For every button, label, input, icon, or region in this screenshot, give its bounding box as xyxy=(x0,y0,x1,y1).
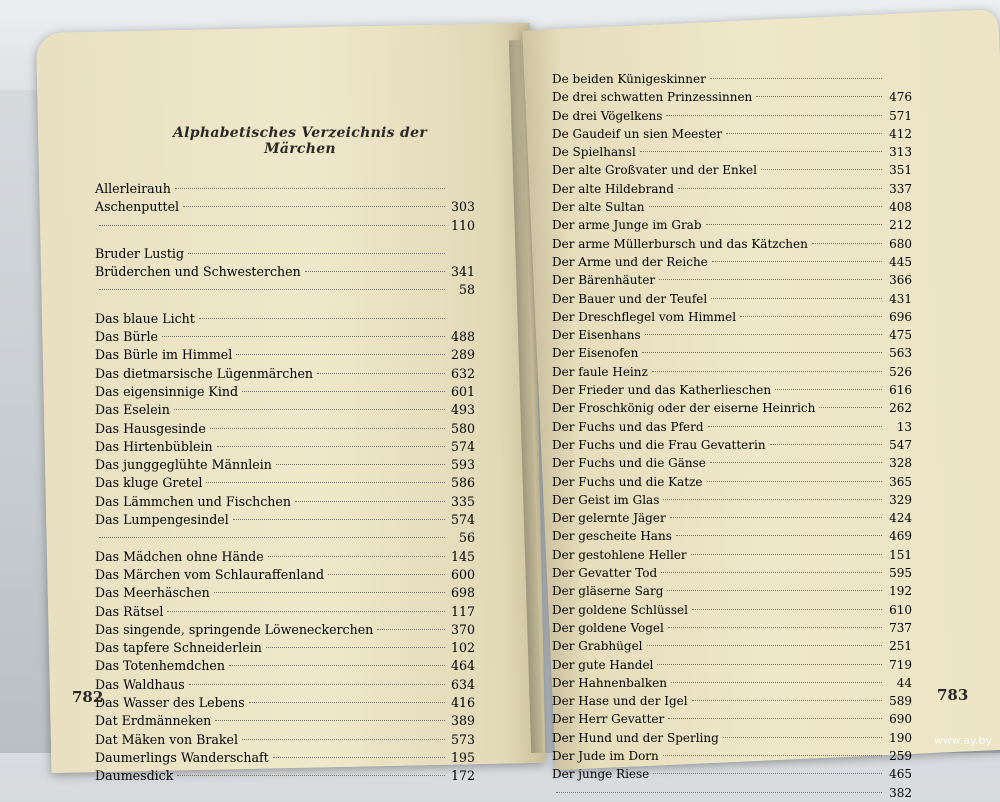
list-item xyxy=(95,245,475,263)
entry-title: Das Lumpengesindel xyxy=(95,512,229,528)
list-item xyxy=(552,198,912,216)
leader-dots xyxy=(692,609,882,610)
entry-page: 698 xyxy=(450,585,475,601)
leader-dots xyxy=(645,334,882,335)
leader-dots xyxy=(663,499,882,500)
entry-page: 289 xyxy=(450,347,475,363)
entry-page: 610 xyxy=(889,602,912,617)
entry-page: 634 xyxy=(450,676,475,692)
entry-page: 251 xyxy=(889,639,912,654)
leader-dots xyxy=(233,519,445,520)
leader-dots xyxy=(167,611,445,612)
entry-page: 601 xyxy=(450,383,475,399)
leader-dots xyxy=(663,755,882,756)
leader-dots xyxy=(812,243,882,244)
list-item xyxy=(552,216,912,234)
leader-dots xyxy=(678,188,882,189)
leader-dots xyxy=(691,554,882,555)
leader-dots xyxy=(723,737,882,738)
entry-title: Das blaue Licht xyxy=(95,310,195,326)
leader-dots xyxy=(175,188,445,189)
list-item xyxy=(95,383,475,401)
list-item xyxy=(552,601,912,619)
leader-dots xyxy=(708,426,882,427)
entry-title: Aschenputtel xyxy=(95,199,180,215)
list-item xyxy=(95,401,475,419)
leader-dots xyxy=(242,391,445,392)
entry-page: 329 xyxy=(889,492,912,507)
leader-dots xyxy=(174,409,445,410)
entry-title: Der Herr Gevatter xyxy=(552,712,665,727)
leader-dots xyxy=(99,225,445,226)
leader-dots xyxy=(266,647,445,648)
leader-dots xyxy=(661,572,882,573)
entry-page: 195 xyxy=(450,749,475,765)
entry-page: 595 xyxy=(889,566,912,581)
entry-title: Der Hund und der Sperling xyxy=(552,730,719,745)
list-item xyxy=(552,399,912,417)
entry-page: 110 xyxy=(450,217,475,233)
list-item xyxy=(95,198,475,216)
list-item xyxy=(95,180,475,198)
entry-title: Der goldene Vogel xyxy=(552,620,664,635)
list-item xyxy=(95,281,475,299)
list-item xyxy=(552,290,912,308)
leader-dots xyxy=(189,684,445,685)
leader-dots xyxy=(295,501,445,502)
entry-title: Das Waldhaus xyxy=(95,676,185,692)
leader-dots xyxy=(276,464,445,465)
entry-title: Das Meerhäschen xyxy=(95,585,210,601)
list-item xyxy=(95,438,475,456)
leader-dots xyxy=(671,682,882,683)
list-item xyxy=(95,676,475,694)
leader-dots xyxy=(653,773,882,774)
entry-page: 13 xyxy=(896,419,912,434)
entry-title: Der alte Großvater und der Enkel xyxy=(552,163,757,178)
leader-dots xyxy=(99,289,445,290)
entry-title: Der Dreschflegel vom Himmel xyxy=(552,309,737,324)
leader-dots xyxy=(377,629,445,630)
leader-dots xyxy=(770,444,882,445)
entry-page: 571 xyxy=(889,108,912,123)
entry-page: 56 xyxy=(458,530,475,546)
entry-title: Der gelernte Jäger xyxy=(552,511,666,526)
leader-dots xyxy=(710,78,882,79)
entry-page: 190 xyxy=(889,730,912,745)
list-item xyxy=(95,584,475,602)
entry-page: 212 xyxy=(889,218,912,233)
entry-page: 632 xyxy=(450,365,475,381)
entry-page: 696 xyxy=(889,309,912,324)
leader-dots xyxy=(666,115,882,116)
entry-page: 431 xyxy=(889,291,912,306)
list-item xyxy=(95,639,475,657)
entry-page: 341 xyxy=(450,264,475,280)
entry-page: 335 xyxy=(450,493,475,509)
entry-page: 574 xyxy=(450,512,475,528)
entry-page: 366 xyxy=(889,273,912,288)
entry-page: 445 xyxy=(889,254,912,269)
list-item xyxy=(552,253,912,271)
entry-page: 465 xyxy=(889,767,912,782)
list-item xyxy=(552,88,912,106)
list-item xyxy=(95,731,475,749)
entry-title: De drei Vögelkens xyxy=(552,108,663,123)
entry-page: 574 xyxy=(450,438,475,454)
list-item xyxy=(552,637,912,655)
leader-dots xyxy=(706,224,882,225)
entry-page: 719 xyxy=(889,657,912,672)
entry-title: Der alte Hildebrand xyxy=(552,181,674,196)
entry-page: 589 xyxy=(889,694,912,709)
right-index-list xyxy=(552,70,912,802)
list-item xyxy=(552,656,912,674)
entry-title: Das Bürle im Himmel xyxy=(95,347,233,363)
entry-title: Das Mädchen ohne Hände xyxy=(95,548,264,564)
entry-title: Der Froschkönig oder der eiserne Heinrich xyxy=(552,401,816,416)
entry-page: 580 xyxy=(450,420,475,436)
list-item xyxy=(552,473,912,491)
entry-page: 151 xyxy=(889,547,912,562)
entry-title: Der Hahnenbalken xyxy=(552,675,667,690)
leader-dots xyxy=(652,371,882,372)
entry-page: 424 xyxy=(889,511,912,526)
entry-title: Der Geist im Glas xyxy=(552,492,660,507)
entry-page: 58 xyxy=(458,282,475,298)
list-item xyxy=(552,235,912,253)
watermark: www.ay.by xyxy=(933,734,992,747)
entry-title: Der Fuchs und die Gänse xyxy=(552,456,706,471)
leader-dots xyxy=(273,757,445,758)
leader-dots xyxy=(707,481,882,482)
right-page-number: 783 xyxy=(937,686,969,704)
list-item xyxy=(552,308,912,326)
leader-dots xyxy=(740,316,882,317)
list-item xyxy=(95,603,475,621)
left-page-number: 782 xyxy=(72,688,104,706)
entry-title: Daumesdick xyxy=(95,768,174,784)
entry-page: 475 xyxy=(889,328,912,343)
entry-title: Der Arme und der Reiche xyxy=(552,254,708,269)
entry-title: Der gescheite Hans xyxy=(552,529,672,544)
leader-dots xyxy=(162,336,445,337)
list-item xyxy=(95,621,475,639)
entry-page: 328 xyxy=(889,456,912,471)
left-index-list xyxy=(95,180,475,786)
entry-title: De Gaudeif un sien Meester xyxy=(552,126,723,141)
list-item xyxy=(552,344,912,362)
list-item xyxy=(552,527,912,545)
entry-title: Der Frieder und das Katherlieschen xyxy=(552,383,772,398)
list-item xyxy=(95,712,475,730)
entry-title: Dat Mäken von Brakel xyxy=(95,731,238,747)
entry-title: Das Hausgesinde xyxy=(95,420,206,436)
leader-dots xyxy=(236,354,445,355)
entry-title: Der arme Junge im Grab xyxy=(552,218,702,233)
entry-page: 469 xyxy=(889,529,912,544)
leader-dots xyxy=(726,133,882,134)
entry-page: 351 xyxy=(889,163,912,178)
entry-title: Der Fuchs und das Pferd xyxy=(552,419,704,434)
entry-title: Das Märchen vom Schlauraffenland xyxy=(95,566,325,582)
entry-title: Das Rätsel xyxy=(95,603,164,619)
entry-page: 547 xyxy=(889,437,912,452)
list-item xyxy=(552,729,912,747)
list-item xyxy=(95,328,475,346)
entry-page: 488 xyxy=(450,329,475,345)
entry-page: 412 xyxy=(889,126,912,141)
entry-title: Das singende, springende Löweneckerchen xyxy=(95,621,374,637)
list-item xyxy=(552,619,912,637)
leader-dots xyxy=(711,298,882,299)
entry-title: Das Bürle xyxy=(95,329,158,345)
leader-dots xyxy=(668,718,882,719)
leader-dots xyxy=(659,279,882,280)
list-item xyxy=(95,217,475,235)
list-item xyxy=(95,566,475,584)
entry-title: Allerleirauh xyxy=(95,181,171,196)
list-item xyxy=(95,346,475,364)
entry-page: 526 xyxy=(889,364,912,379)
leader-dots xyxy=(710,462,882,463)
leader-dots xyxy=(556,792,882,793)
leader-dots xyxy=(268,556,445,557)
leader-dots xyxy=(647,645,882,646)
list-item xyxy=(552,161,912,179)
list-item xyxy=(552,784,912,802)
list-item xyxy=(95,493,475,511)
leader-dots xyxy=(670,517,882,518)
list-item xyxy=(552,418,912,436)
list-item xyxy=(95,310,475,328)
entry-title: Das eigensinnige Kind xyxy=(95,383,239,399)
list-item xyxy=(552,692,912,710)
entry-title: Der alte Sultan xyxy=(552,200,645,215)
entry-title: Das tapfere Schneiderlein xyxy=(95,640,262,656)
leader-dots xyxy=(649,206,883,207)
entry-title: Das Hirtenbüblein xyxy=(95,438,213,454)
list-item xyxy=(95,365,475,383)
leader-dots xyxy=(328,574,445,575)
leader-dots xyxy=(242,739,445,740)
entry-title: De beiden Künigeskinner xyxy=(552,72,706,86)
list-item xyxy=(552,436,912,454)
entry-page: 680 xyxy=(889,236,912,251)
entry-page: 600 xyxy=(450,566,475,582)
leader-dots xyxy=(214,592,445,593)
entry-page: 416 xyxy=(450,695,475,711)
list-item xyxy=(552,582,912,600)
leader-dots xyxy=(215,720,445,721)
entry-page: 476 xyxy=(889,90,912,105)
list-item xyxy=(552,509,912,527)
leader-dots xyxy=(305,271,445,272)
list-item xyxy=(95,529,475,547)
leader-dots xyxy=(756,96,882,97)
leader-dots xyxy=(642,352,882,353)
leader-dots xyxy=(188,253,445,254)
entry-title: Das Wasser des Lebens xyxy=(95,695,245,711)
entry-title: Der Fuchs und die Frau Gevatterin xyxy=(552,437,766,452)
list-item xyxy=(552,271,912,289)
entry-title: Der Grabhügel xyxy=(552,639,643,654)
entry-title: Der Jude im Dorn xyxy=(552,748,659,763)
list-item xyxy=(552,143,912,161)
entry-title: Bruder Lustig xyxy=(95,245,185,261)
leader-dots xyxy=(761,169,882,170)
entry-page: 337 xyxy=(889,181,912,196)
entry-page: 313 xyxy=(889,145,912,160)
entry-title: Der Eisenofen xyxy=(552,346,639,361)
list-item xyxy=(95,474,475,492)
entry-title: Der arme Müllerbursch und das Kätzchen xyxy=(552,236,808,251)
list-item xyxy=(552,564,912,582)
entry-title: Das kluge Gretel xyxy=(95,475,203,491)
entry-page: 586 xyxy=(450,475,475,491)
leader-dots xyxy=(775,389,882,390)
entry-page: 117 xyxy=(450,603,475,619)
list-item xyxy=(95,767,475,785)
leader-dots xyxy=(712,261,882,262)
list-item xyxy=(552,363,912,381)
entry-page: 408 xyxy=(889,200,912,215)
list-item xyxy=(95,511,475,529)
entry-title: Dat Erdmänneken xyxy=(95,713,212,729)
list-item xyxy=(552,180,912,198)
leader-dots xyxy=(177,775,445,776)
entry-title: Der Bauer und der Teufel xyxy=(552,291,708,306)
leader-dots xyxy=(657,664,882,665)
entry-title: Der gläserne Sarg xyxy=(552,584,664,599)
entry-page: 382 xyxy=(889,785,912,800)
entry-page: 616 xyxy=(889,383,912,398)
entry-page: 192 xyxy=(889,584,912,599)
entry-page: 44 xyxy=(896,675,912,690)
leader-dots xyxy=(206,482,445,483)
entry-title: Der goldene Schlüssel xyxy=(552,602,688,617)
entry-title: Das Eselein xyxy=(95,402,170,418)
leader-dots xyxy=(249,702,445,703)
leader-dots xyxy=(229,665,445,666)
entry-title: Daumerlings Wanderschaft xyxy=(95,749,269,765)
leader-dots xyxy=(819,407,882,408)
entry-title: Der Fuchs und die Katze xyxy=(552,474,703,489)
leader-dots xyxy=(640,151,882,152)
entry-page: 493 xyxy=(450,402,475,418)
entry-page: 593 xyxy=(450,457,475,473)
entry-title: Der gute Handel xyxy=(552,657,654,672)
list-gap xyxy=(95,300,475,310)
leader-dots xyxy=(668,627,882,628)
entry-title: Das junggeglühte Männlein xyxy=(95,457,272,473)
leader-dots xyxy=(183,206,445,207)
list-item xyxy=(95,548,475,566)
entry-page: 145 xyxy=(450,548,475,564)
list-item xyxy=(95,694,475,712)
entry-title: Der Hase und der Igel xyxy=(552,694,688,709)
list-item xyxy=(552,125,912,143)
entry-title: De Spielhansl xyxy=(552,145,636,160)
list-item xyxy=(552,70,912,88)
leader-dots xyxy=(692,700,882,701)
entry-title: Der Gevatter Tod xyxy=(552,566,658,581)
leader-dots xyxy=(199,318,445,319)
entry-page: 389 xyxy=(450,713,475,729)
entry-page: 464 xyxy=(450,658,475,674)
list-gap xyxy=(95,235,475,245)
entry-title: Das Lämmchen und Fischchen xyxy=(95,493,291,509)
entry-page: 102 xyxy=(450,640,475,656)
list-item xyxy=(552,107,912,125)
index-heading: Alphabetisches Verzeichnis der Märchen xyxy=(172,125,427,157)
entry-page: 259 xyxy=(889,748,912,763)
entry-title: Das dietmarsische Lügenmärchen xyxy=(95,365,314,381)
list-item xyxy=(552,710,912,728)
list-item xyxy=(552,765,912,783)
list-item xyxy=(552,546,912,564)
entry-page: 365 xyxy=(889,474,912,489)
entry-page: 563 xyxy=(889,346,912,361)
leader-dots xyxy=(210,428,445,429)
list-item xyxy=(95,420,475,438)
list-item xyxy=(552,747,912,765)
entry-page: 262 xyxy=(889,401,912,416)
list-item xyxy=(95,749,475,767)
entry-page: 172 xyxy=(450,768,475,784)
entry-title: Das Totenhemdchen xyxy=(95,658,225,674)
leader-dots xyxy=(676,535,882,536)
entry-title: Brüderchen und Schwesterchen xyxy=(95,264,301,280)
list-item xyxy=(552,326,912,344)
entry-page: 370 xyxy=(450,621,475,637)
list-item xyxy=(552,454,912,472)
entry-page: 303 xyxy=(450,199,475,215)
list-item xyxy=(552,491,912,509)
entry-title: Der faule Heinz xyxy=(552,364,648,379)
leader-dots xyxy=(217,446,445,447)
entry-title: Der Bärenhäuter xyxy=(552,273,656,288)
list-item xyxy=(95,657,475,675)
leader-dots xyxy=(667,590,882,591)
leader-dots xyxy=(317,373,445,374)
entry-title: Der gestohlene Heller xyxy=(552,547,687,562)
list-item xyxy=(95,263,475,281)
leader-dots xyxy=(99,537,445,538)
entry-title: Der Eisenhans xyxy=(552,328,641,343)
entry-page: 690 xyxy=(889,712,912,727)
list-item xyxy=(552,381,912,399)
entry-page: 737 xyxy=(889,620,912,635)
entry-title: De drei schwatten Prinzessinnen xyxy=(552,90,753,105)
entry-page: 573 xyxy=(450,731,475,747)
list-item xyxy=(552,674,912,692)
entry-title: Der junge Riese xyxy=(552,767,650,782)
list-item xyxy=(95,456,475,474)
